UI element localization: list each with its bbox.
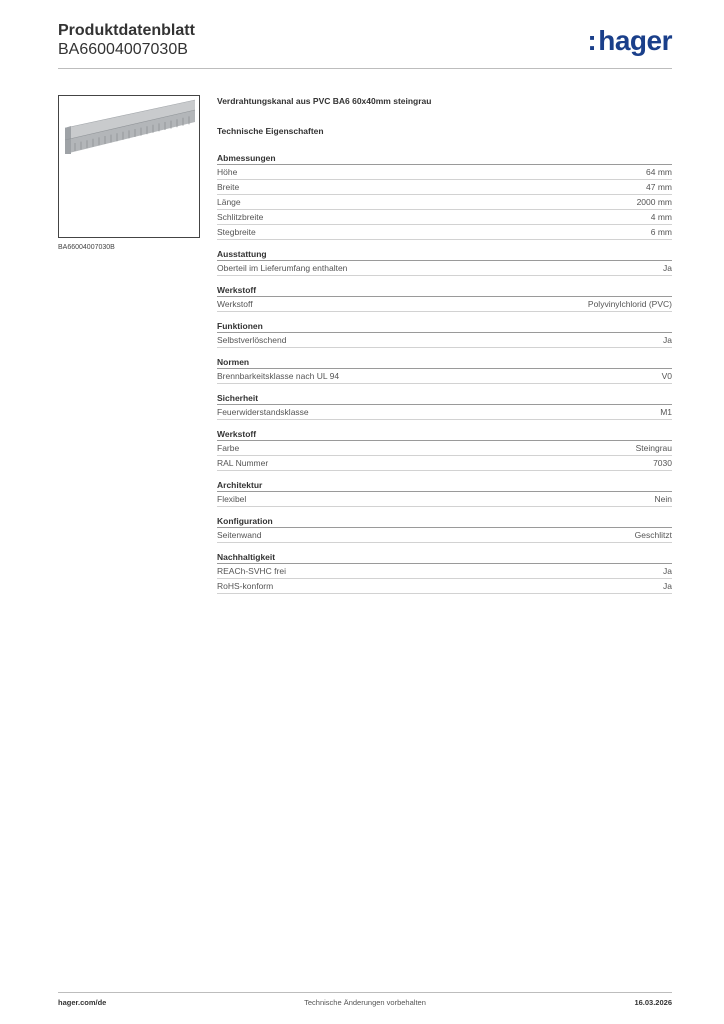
footer-notice: Technische Änderungen vorbehalten (304, 998, 426, 1007)
property-label: Oberteil im Lieferumfang enthalten (217, 263, 348, 273)
property-row (217, 210, 672, 225)
property-label: Länge (217, 197, 241, 207)
cable-duct-image (59, 96, 199, 237)
property-row (217, 441, 672, 456)
property-value: Polyvinylchlorid (PVC) (587, 299, 672, 309)
property-value: Geschlitzt (634, 530, 672, 540)
section-title: Nachhaltigkeit (217, 551, 672, 564)
document-title: Produktdatenblatt (58, 22, 195, 39)
header-divider (58, 68, 672, 69)
property-value: 47 mm (646, 182, 672, 192)
property-value: Steingrau (635, 443, 672, 453)
property-row (217, 456, 672, 471)
property-label: Brennbarkeitsklasse nach UL 94 (217, 371, 340, 381)
property-row (217, 369, 672, 384)
technical-content (217, 96, 672, 602)
hager-logo[interactable] (587, 26, 672, 56)
property-label: Breite (217, 182, 240, 192)
property-value: Ja (663, 581, 672, 591)
property-value: 4 mm (650, 212, 672, 222)
property-row (217, 492, 672, 507)
property-value: V0 (661, 371, 672, 381)
page-footer (58, 998, 672, 1010)
section-title: Funktionen (217, 320, 672, 333)
property-label: Feuerwiderstandsklasse (217, 407, 309, 417)
property-section (217, 479, 672, 507)
property-value: Nein (654, 494, 672, 504)
property-label: Flexibel (217, 494, 247, 504)
section-title: Abmessungen (217, 152, 672, 165)
property-section (217, 248, 672, 276)
property-row (217, 564, 672, 579)
product-code: BA66004007030B (58, 41, 188, 58)
product-image (58, 95, 200, 238)
property-row (217, 528, 672, 543)
logo-colon: : (587, 25, 597, 56)
properties-heading: Technische Eigenschaften (217, 126, 324, 136)
property-section (217, 152, 672, 240)
property-row (217, 180, 672, 195)
property-label: RoHS-konform (217, 581, 274, 591)
property-value: 64 mm (646, 167, 672, 177)
property-row (217, 297, 672, 312)
property-label: REACh-SVHC frei (217, 566, 286, 576)
footer-website-link[interactable]: hager.com/de (58, 998, 107, 1007)
footer-date: 16.03.2026 (634, 998, 672, 1007)
footer-divider (58, 992, 672, 993)
section-title: Konfiguration (217, 515, 672, 528)
property-label: Werkstoff (217, 299, 253, 309)
section-title: Werkstoff (217, 428, 672, 441)
section-title: Ausstattung (217, 248, 672, 261)
property-row (217, 225, 672, 240)
property-value: 7030 (653, 458, 672, 468)
product-title: Verdrahtungskanal aus PVC BA6 60x40mm steingrau (217, 96, 432, 106)
property-label: Höhe (217, 167, 238, 177)
properties-sections (217, 152, 672, 594)
property-section (217, 284, 672, 312)
property-value: M1 (660, 407, 672, 417)
section-title: Werkstoff (217, 284, 672, 297)
property-section (217, 551, 672, 594)
property-section (217, 392, 672, 420)
section-title: Architektur (217, 479, 672, 492)
property-label: RAL Nummer (217, 458, 269, 468)
property-value: 2000 mm (636, 197, 672, 207)
property-row (217, 405, 672, 420)
property-label: Farbe (217, 443, 240, 453)
property-row (217, 261, 672, 276)
property-label: Seitenwand (217, 530, 262, 540)
property-row (217, 165, 672, 180)
property-row (217, 579, 672, 594)
property-section (217, 428, 672, 471)
property-section (217, 356, 672, 384)
property-label: Stegbreite (217, 227, 256, 237)
section-title: Normen (217, 356, 672, 369)
section-title: Sicherheit (217, 392, 672, 405)
property-row (217, 195, 672, 210)
property-section (217, 515, 672, 543)
page-header (58, 22, 672, 68)
property-value: Ja (663, 335, 672, 345)
property-value: 6 mm (650, 227, 672, 237)
property-label: Selbstverlöschend (217, 335, 287, 345)
property-value: Ja (663, 566, 672, 576)
property-row (217, 333, 672, 348)
logo-text: hager (598, 25, 672, 56)
property-value: Ja (663, 263, 672, 273)
property-label: Schlitzbreite (217, 212, 264, 222)
image-caption: BA66004007030B (58, 244, 115, 251)
property-section (217, 320, 672, 348)
